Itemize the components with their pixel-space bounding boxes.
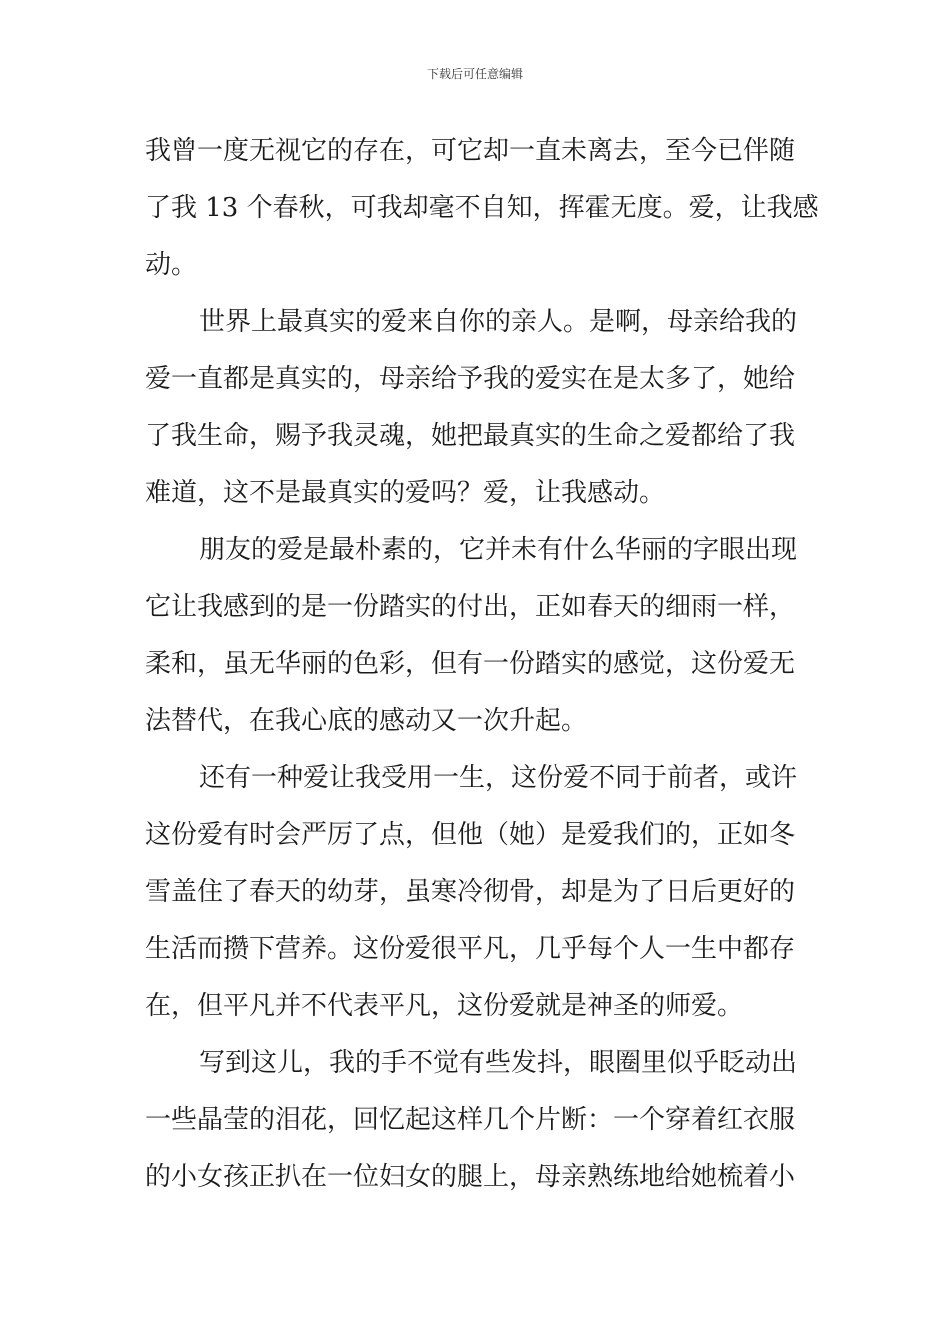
paragraph-3-line-2: 它让我感到的是一份踏实的付出，正如春天的细雨一样， — [145, 592, 796, 622]
paragraph-2-line-3: 了我生命，赐予我灵魂，她把最真实的生命之爱都给了我 — [145, 421, 796, 451]
paragraph-3-line-4: 法替代，在我心底的感动又一次升起。 — [145, 706, 588, 736]
paragraph-4-line-2: 这份爱有时会严厉了点，但他（她）是爱我们的，正如冬 — [145, 820, 796, 850]
page-header: 下载后可任意编辑 — [426, 67, 523, 81]
paragraph-5-line-1: 写到这儿，我的手不觉有些发抖，眼圈里似乎眨动出 — [199, 1048, 798, 1078]
paragraph-2-line-1: 世界上最真实的爱来自你的亲人。是啊，母亲给我的 — [199, 307, 798, 337]
paragraph-1-line-2: 了我 13 个春秋，可我却毫不自知，挥霍无度。爱，让我感 — [145, 193, 819, 223]
paragraph-4-line-4: 生活而攒下营养。这份爱很平凡，几乎每个人一生中都存 — [145, 934, 796, 964]
document-body — [145, 123, 819, 1206]
paragraph-2-line-4: 难道，这不是最真实的爱吗？爱，让我感动。 — [145, 478, 666, 508]
paragraph-1-line-3: 动。 — [145, 250, 198, 280]
paragraph-3-line-1: 朋友的爱是最朴素的，它并未有什么华丽的字眼出现 — [199, 535, 798, 565]
paragraph-5-line-2: 一些晶莹的泪花，回忆起这样几个片断：一个穿着红衣服 — [145, 1105, 796, 1135]
paragraph-1-line-1: 我曾一度无视它的存在，可它却一直未离去，至今已伴随 — [145, 136, 796, 166]
paragraph-3-line-3: 柔和，虽无华丽的色彩，但有一份踏实的感觉，这份爱无 — [145, 649, 796, 679]
paragraph-4-line-1: 还有一种爱让我受用一生，这份爱不同于前者，或许 — [199, 763, 798, 793]
paragraph-2-line-2: 爱一直都是真实的，母亲给予我的爱实在是太多了，她给 — [145, 364, 796, 394]
paragraph-4-line-3: 雪盖住了春天的幼芽，虽寒冷彻骨，却是为了日后更好的 — [145, 877, 796, 907]
paragraph-5-line-3: 的小女孩正扒在一位妇女的腿上，母亲熟练地给她梳着小 — [145, 1162, 796, 1192]
paragraph-4-line-5: 在，但平凡并不代表平凡，这份爱就是神圣的师爱。 — [145, 991, 744, 1021]
